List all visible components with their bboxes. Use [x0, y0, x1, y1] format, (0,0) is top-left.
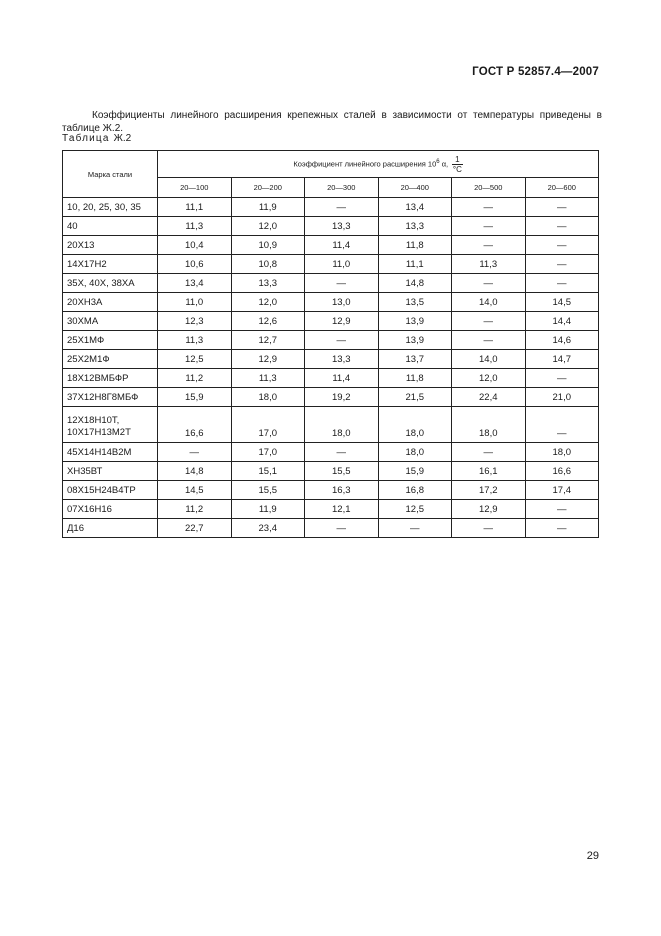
steel-grade-cell	[63, 388, 158, 407]
coefficient-cell: 10,8	[231, 255, 305, 274]
coefficient-cell: 12,3	[158, 312, 232, 331]
steel-grade-cell	[63, 217, 158, 236]
steel-grade-line: 37Х12Н8Г8МБФ	[67, 391, 139, 403]
coefficient-cell: 11,1	[378, 255, 452, 274]
coefficient-cell: 21,0	[525, 388, 599, 407]
coefficient-cell: 11,4	[305, 236, 379, 255]
coefficient-cell: 12,9	[305, 312, 379, 331]
table-row	[63, 331, 599, 350]
steel-grade-cell	[63, 350, 158, 369]
coefficient-cell: 18,0	[305, 407, 379, 443]
steel-grade-line: 20ХН3А	[67, 296, 103, 308]
coefficient-cell: —	[525, 369, 599, 388]
steel-grade-cell	[63, 519, 158, 538]
steel-grade-cell	[63, 274, 158, 293]
coef-alpha: α,	[441, 159, 449, 169]
caption-prefix: Таблица	[62, 133, 110, 144]
coefficient-cell: 15,9	[378, 462, 452, 481]
coefficient-cell: —	[525, 519, 599, 538]
coefficient-cell: 14,8	[158, 462, 232, 481]
steel-grade-line: 30ХМА	[67, 315, 99, 327]
coefficient-cell: 22,4	[452, 388, 526, 407]
coefficient-cell: 23,4	[231, 519, 305, 538]
table-caption	[62, 133, 131, 144]
coefficient-cell: 12,9	[452, 500, 526, 519]
steel-grade-line: 40	[67, 220, 78, 232]
coefficient-cell: 16,6	[525, 462, 599, 481]
coefficient-cell: —	[452, 312, 526, 331]
header-range: 20—400	[378, 178, 452, 198]
steel-grade-cell	[63, 500, 158, 519]
coefficient-cell: 14,5	[158, 481, 232, 500]
coefficient-cell: 14,8	[378, 274, 452, 293]
coefficient-cell: —	[452, 217, 526, 236]
table-row	[63, 198, 599, 217]
steel-grade-cell	[63, 255, 158, 274]
table-row	[63, 255, 599, 274]
unit-numerator: 1	[452, 155, 462, 165]
table-row	[63, 462, 599, 481]
coefficient-cell: 11,4	[305, 369, 379, 388]
coefficient-cell: 10,9	[231, 236, 305, 255]
coefficient-cell: —	[452, 331, 526, 350]
coefficient-cell: 13,4	[378, 198, 452, 217]
coef-exponent: 6	[436, 159, 440, 166]
coefficient-cell: —	[378, 519, 452, 538]
coefficient-cell: —	[158, 443, 232, 462]
coefficient-cell: 22,7	[158, 519, 232, 538]
coefficient-cell: 13,5	[378, 293, 452, 312]
coefficient-cell: 13,9	[378, 331, 452, 350]
coefficient-cell: 13,3	[378, 217, 452, 236]
unit-fraction	[452, 155, 462, 174]
header-range: 20—600	[525, 178, 599, 198]
steel-grade-line: 25Х2М1Ф	[67, 353, 110, 365]
coefficient-cell: 18,0	[452, 407, 526, 443]
coefficient-cell: 13,3	[231, 274, 305, 293]
coefficient-cell: 14,0	[452, 350, 526, 369]
steel-grade-line: 14Х17Н2	[67, 258, 107, 270]
coefficient-cell: 12,0	[231, 217, 305, 236]
coefficient-cell: 13,3	[305, 350, 379, 369]
coefficient-cell: 18,0	[231, 388, 305, 407]
coefficient-cell: 12,6	[231, 312, 305, 331]
steel-grade-cell	[63, 312, 158, 331]
steel-grade-line: 18Х12ВМБФР	[67, 372, 129, 384]
header-coefficient	[158, 151, 599, 178]
steel-grade-line: 20Х13	[67, 239, 95, 251]
table-row	[63, 236, 599, 255]
coefficient-cell: 14,5	[525, 293, 599, 312]
coefficient-cell: 15,5	[231, 481, 305, 500]
coefficient-cell: 12,5	[158, 350, 232, 369]
coefficient-cell: 14,4	[525, 312, 599, 331]
table-row	[63, 217, 599, 236]
coefficient-cell: 14,0	[452, 293, 526, 312]
coefficient-cell: 11,8	[378, 236, 452, 255]
steel-grade-cell	[63, 236, 158, 255]
coefficient-cell: —	[525, 198, 599, 217]
coefficient-cell: 21,5	[378, 388, 452, 407]
table-row	[63, 350, 599, 369]
coefficient-cell: 15,1	[231, 462, 305, 481]
steel-grade-line: Д16	[67, 522, 85, 534]
coefficient-cell: 13,0	[305, 293, 379, 312]
coefficient-cell: 11,0	[158, 293, 232, 312]
steel-grade-line: 25Х1МФ	[67, 334, 105, 346]
coefficient-cell: —	[305, 331, 379, 350]
steel-grade-cell	[63, 407, 158, 443]
coefficient-cell: 12,0	[231, 293, 305, 312]
coefficient-cell: 19,2	[305, 388, 379, 407]
table-row	[63, 481, 599, 500]
coefficient-cell: 18,0	[378, 443, 452, 462]
coefficient-cell: 14,6	[525, 331, 599, 350]
coefficient-cell: —	[452, 198, 526, 217]
coefficient-cell: 14,7	[525, 350, 599, 369]
steel-grade-line: 45Х14Н14В2М	[67, 446, 132, 458]
table-row	[63, 519, 599, 538]
coefficient-cell: 11,2	[158, 369, 232, 388]
caption-number: Ж.2	[113, 133, 132, 144]
coefficient-cell: 12,0	[452, 369, 526, 388]
coefficient-cell: 10,4	[158, 236, 232, 255]
coefficient-cell: 11,3	[452, 255, 526, 274]
coefficient-cell: 16,8	[378, 481, 452, 500]
coefficient-cell: —	[525, 236, 599, 255]
table-row	[63, 407, 599, 443]
header-range: 20—100	[158, 178, 232, 198]
steel-grade-cell	[63, 462, 158, 481]
coefficient-cell: —	[452, 236, 526, 255]
coefficient-cell: —	[525, 217, 599, 236]
coefficient-cell: 18,0	[378, 407, 452, 443]
coefficient-cell: —	[525, 500, 599, 519]
coefficient-cell: —	[305, 274, 379, 293]
expansion-table	[62, 150, 599, 538]
coefficient-cell: 17,0	[231, 407, 305, 443]
intro-paragraph: Коэффициенты линейного расширения крепежных сталей в зависимости от температуры приведены в таблице Ж.2.	[62, 110, 602, 134]
coefficient-cell: —	[525, 407, 599, 443]
coefficient-cell: 11,1	[158, 198, 232, 217]
table-body	[63, 198, 599, 538]
table-row	[63, 274, 599, 293]
steel-grade-line: 08Х15Н24В4ТР	[67, 484, 136, 496]
coefficient-cell: 15,5	[305, 462, 379, 481]
coefficient-cell: —	[452, 519, 526, 538]
header-range: 20—200	[231, 178, 305, 198]
header-range: 20—300	[305, 178, 379, 198]
coefficient-cell: 17,0	[231, 443, 305, 462]
steel-grade-line: 10Х17Н13М2Т	[67, 427, 131, 438]
table-row	[63, 369, 599, 388]
coefficient-cell: 17,4	[525, 481, 599, 500]
steel-grade-line: 12Х18Н10Т,	[67, 415, 120, 426]
coefficient-cell: 11,8	[378, 369, 452, 388]
coefficient-cell: 10,6	[158, 255, 232, 274]
coefficient-cell: 11,3	[158, 331, 232, 350]
coefficient-cell: 13,7	[378, 350, 452, 369]
steel-grade-line: 10, 20, 25, 30, 35	[67, 201, 141, 213]
steel-grade-line: 07Х16Н16	[67, 503, 112, 515]
coefficient-cell: 16,6	[158, 407, 232, 443]
coefficient-cell: —	[525, 274, 599, 293]
coefficient-cell: —	[452, 443, 526, 462]
table-row	[63, 293, 599, 312]
steel-grade-cell	[63, 198, 158, 217]
coefficient-cell: 13,3	[305, 217, 379, 236]
coefficient-cell: 13,9	[378, 312, 452, 331]
table-row	[63, 388, 599, 407]
steel-grade-line: ХН35ВТ	[67, 465, 103, 477]
coefficient-cell: 12,7	[231, 331, 305, 350]
steel-grade-cell	[63, 293, 158, 312]
table-row	[63, 500, 599, 519]
coefficient-cell: 11,3	[231, 369, 305, 388]
coefficient-cell: —	[305, 443, 379, 462]
coefficient-cell: 11,9	[231, 500, 305, 519]
coefficient-cell: —	[305, 519, 379, 538]
coefficient-cell: —	[525, 255, 599, 274]
coef-text: Коэффициент линейного расширения 10	[293, 159, 437, 169]
header-steel-grade: Марка стали	[63, 151, 158, 198]
coefficient-cell: 15,9	[158, 388, 232, 407]
page-number: 29	[586, 850, 599, 862]
steel-grade-cell	[63, 331, 158, 350]
steel-grade-cell	[63, 481, 158, 500]
coefficient-cell: 11,2	[158, 500, 232, 519]
table-row	[63, 443, 599, 462]
coefficient-cell: 12,9	[231, 350, 305, 369]
header-range: 20—500	[452, 178, 526, 198]
coefficient-cell: 16,1	[452, 462, 526, 481]
steel-grade-cell	[63, 369, 158, 388]
coefficient-cell: 17,2	[452, 481, 526, 500]
coefficient-cell: 16,3	[305, 481, 379, 500]
document-header: ГОСТ Р 52857.4—2007	[472, 66, 599, 78]
unit-denominator: °C	[452, 164, 462, 174]
coefficient-cell: 11,3	[158, 217, 232, 236]
coefficient-cell: 12,1	[305, 500, 379, 519]
coefficient-cell: —	[452, 274, 526, 293]
coefficient-cell: 12,5	[378, 500, 452, 519]
coefficient-cell: —	[305, 198, 379, 217]
coefficient-cell: 11,9	[231, 198, 305, 217]
steel-grade-cell	[63, 443, 158, 462]
coefficient-cell: 13,4	[158, 274, 232, 293]
table-row	[63, 312, 599, 331]
coefficient-cell: 11,0	[305, 255, 379, 274]
steel-grade-line: 35Х, 40Х, 38ХА	[67, 277, 135, 289]
coefficient-cell: 18,0	[525, 443, 599, 462]
